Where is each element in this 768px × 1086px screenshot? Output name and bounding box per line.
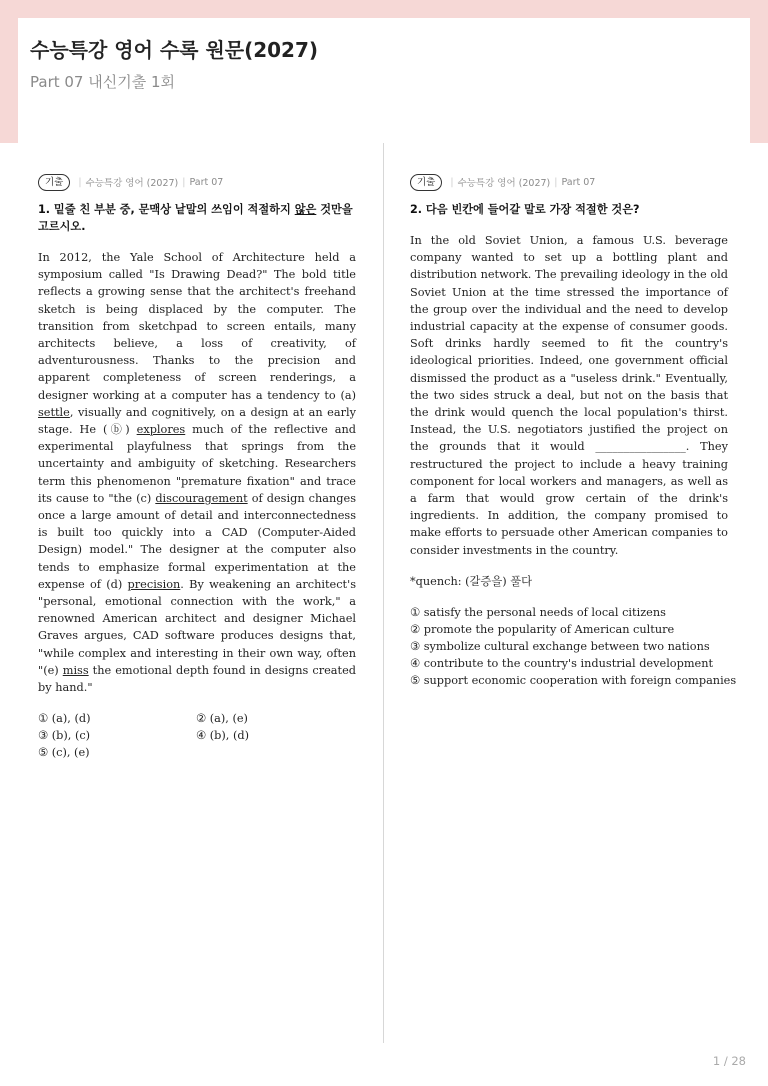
meta-separator: |: [450, 176, 454, 188]
choice-5[interactable]: ⑤ support economic cooperation with foreign companies: [410, 673, 737, 687]
answer-choices: [38, 710, 356, 761]
choice-2[interactable]: ② (a), (e): [196, 712, 248, 726]
question-2: [410, 172, 737, 689]
passage-text: of design changes once a large amount of detail and interconnectedness is built too quickly into a CAD (Computer-Aided Design) model." The designer at the computer also tends to emphasize formal experimentation at the expense of (d): [38, 491, 357, 591]
choice-4[interactable]: ④ (b), (d): [196, 729, 249, 743]
question-source: 수능특강 영어 (2027): [85, 178, 179, 189]
passage-text: In the old Soviet Union, a famous U.S. beverage company wanted to set up a bottling plant and distribution network. The prevailing ideology in the old Soviet Union at the time stressed the importance of the group over the individual and the need to develop industrial capacity at the expense of consumer goods. Soft drinks hardly seemed to fit the country's ideological priorities. Indeed, one government official dismissed the product as a "useless drink." Eventually, the two sides struck a deal, but not on the basis that the drink would quench the local population's thirst. Instead, the U.S. negotiators justified the project on the grounds that it would: [410, 234, 728, 454]
underlined-word-c: discouragement: [155, 491, 248, 505]
choice-4[interactable]: ④ contribute to the country's industrial development: [410, 656, 714, 670]
passage-text: . They restructured the project to include a heavy training component for local workers and managers, as well as a farm that would grow certain of the drink's ingredients. In addition, the company promised to make efforts to persuade other American companies to consider investments in the country.: [410, 440, 729, 557]
choice-1[interactable]: ① (a), (d): [38, 712, 91, 726]
question-source: 수능특강 영어 (2027): [457, 178, 551, 189]
meta-separator: |: [78, 176, 82, 188]
choice-5[interactable]: ⑤ (c), (e): [38, 746, 90, 760]
question-tag: 기출: [410, 174, 442, 191]
choice-3[interactable]: ③ symbolize cultural exchange between two nations: [410, 639, 710, 653]
question-title: [38, 201, 356, 235]
underlined-word-b: explores: [136, 423, 186, 437]
passage-text: much of the reflective and experimental playfulness that springs from the uncertainty and ambiguity of sketching. Researchers term this phenomenon "premature fixation" and trace its cause to "the (c): [38, 423, 356, 505]
answer-blank: ________________: [595, 440, 686, 454]
underlined-word-a: settle: [38, 405, 70, 419]
meta-separator: |: [182, 176, 186, 188]
column-divider: [383, 143, 384, 1043]
question-part: Part 07: [561, 176, 596, 188]
document-title: 수능특강 영어 수록 원문(2027): [30, 38, 319, 62]
footnote: *quench: (갈증을) 풀다: [410, 574, 533, 588]
title-text: 1. 밑줄 친 부분 중, 문맥상 낱말의 쓰임이 적절하지: [38, 203, 295, 216]
question-part: Part 07: [189, 176, 224, 188]
choice-1[interactable]: ① satisfy the personal needs of local citizens: [410, 605, 666, 619]
passage-text: the emotional depth found in designs created by hand.": [38, 663, 356, 695]
meta-separator: |: [554, 176, 558, 188]
question-title: 2. 다음 빈칸에 들어갈 말로 가장 적절한 것은?: [410, 203, 640, 216]
question-meta: [410, 172, 728, 192]
passage-text: . By weakening an architect's "personal, emotional connection with the work," a renowned American architect and designer Michael Graves argues, CAD software produces designs that, "while complex and interesting in their own way, often "(e): [38, 577, 356, 677]
title-text: 것만을 고르시오.: [38, 203, 353, 233]
question-1: [38, 172, 356, 761]
passage-text: , visually and cognitively, on a design at an early stage. He (ⓑ): [38, 405, 356, 437]
passage: [38, 249, 356, 696]
page-number: 1 / 28: [712, 1054, 746, 1068]
choice-3[interactable]: ③ (b), (c): [38, 729, 91, 743]
passage-text: In 2012, the Yale School of Architecture held a symposium called "Is Drawing Dead?" The bold title reflects a growing sense that the architect's freehand sketch is being displaced by the computer. The transition from sketchpad to screen entails, many architects believe, a loss of creativity, of adventurousness. Thanks to the precision and apparent completeness of screen renderings, a designer working at a computer has a tendency to (a): [38, 251, 356, 402]
document-subtitle: Part 07 내신기출 1회: [30, 73, 175, 91]
answer-choices: [410, 604, 737, 689]
choice-2[interactable]: ② promote the popularity of American culture: [410, 622, 675, 636]
title-emphasis: 않은: [294, 203, 317, 216]
underlined-word-e: miss: [62, 663, 89, 677]
passage: [410, 232, 728, 559]
question-meta: [38, 172, 356, 192]
underlined-word-d: precision: [127, 577, 181, 591]
question-tag: 기출: [38, 174, 70, 191]
